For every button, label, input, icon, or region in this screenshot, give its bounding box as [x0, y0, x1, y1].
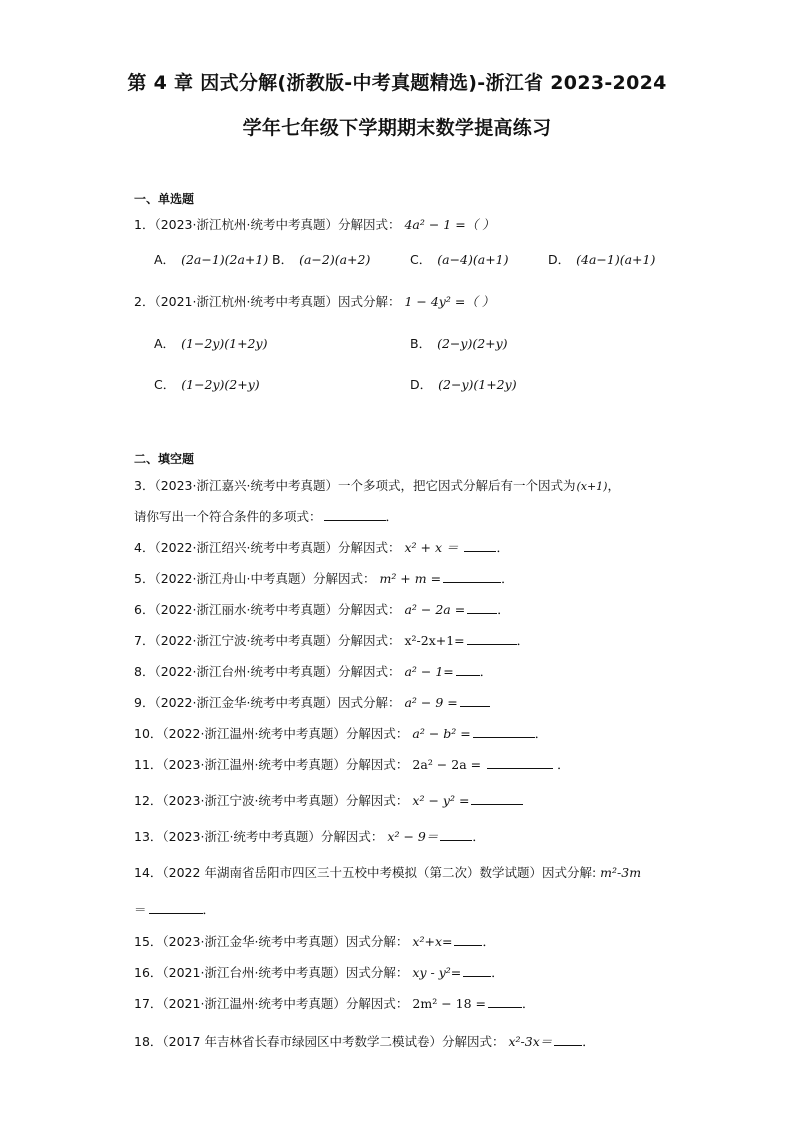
answer-blank[interactable] [456, 663, 480, 676]
question-3-stem: 3．（2023·浙江嘉兴·统考中考真题）一个多项式，把它因式分解后有一个因式为 [134, 478, 576, 493]
section-heading-fill-in: 二、填空题 [134, 452, 195, 466]
option-expression: (2a−1)(2a+1) [181, 252, 269, 267]
question-1-option-c[interactable] [410, 250, 509, 268]
question-end: ． [516, 633, 530, 648]
question-expression: x²-3x＝ [508, 1034, 553, 1049]
question-stem: 12．（2023·浙江宁波·统考中考真题）分解因式： [134, 793, 409, 808]
question-14-equals: ＝ [134, 902, 147, 917]
question-15 [134, 932, 495, 950]
question-2-option-d[interactable] [410, 375, 517, 393]
answer-blank[interactable] [460, 694, 490, 707]
option-letter: C． [410, 252, 432, 267]
option-expression: (a−4)(a+1) [437, 252, 509, 267]
question-expression: a² − 2a = [404, 602, 466, 617]
question-10 [134, 724, 547, 742]
question-1-option-d[interactable] [548, 250, 655, 268]
question-5 [134, 569, 514, 587]
section-heading-single-choice: 一、单选题 [134, 192, 195, 206]
question-14-expression: m²-3m [600, 865, 642, 880]
question-1-expression: 4a² − 1 =（ ） [404, 217, 495, 232]
question-end: ． [491, 965, 504, 980]
question-stem: 17．（2021·浙江温州·统考中考真题）分解因式： [134, 996, 409, 1011]
question-end: ． [479, 664, 493, 679]
question-2-stem: 2．（2021·浙江杭州·统考中考真题）因式分解： [134, 294, 401, 309]
question-3-punct: ， [607, 478, 620, 493]
option-expression: (a−2)(a+2) [299, 252, 371, 267]
answer-blank[interactable] [473, 725, 535, 738]
option-expression: (1−2y)(2+y) [181, 377, 260, 392]
question-end: ． [553, 757, 570, 772]
question-17 [134, 994, 535, 1012]
question-18 [134, 1032, 595, 1050]
question-1-option-a[interactable] [154, 250, 268, 268]
question-end: ． [482, 934, 495, 949]
question-16 [134, 963, 504, 981]
question-3 [134, 476, 620, 494]
question-stem: 7．（2022·浙江宁波·统考中考真题）分解因式： [134, 633, 401, 648]
question-end: ． [496, 540, 509, 555]
question-stem: 8．（2022·浙江台州·统考中考真题）分解因式： [134, 664, 401, 679]
answer-blank[interactable] [463, 964, 491, 977]
option-letter: B． [272, 252, 294, 267]
option-expression: (2−y)(1+2y) [438, 377, 517, 392]
option-letter: B． [410, 336, 432, 351]
question-12 [134, 791, 523, 809]
question-2-option-a[interactable] [154, 334, 267, 352]
question-14 [134, 863, 641, 881]
question-end: ． [501, 571, 514, 586]
document-title-line-2: 学年七年级下学期期末数学提高练习 [242, 117, 552, 139]
answer-blank[interactable] [488, 995, 522, 1008]
question-stem: 9．（2022·浙江金华·统考中考真题）因式分解： [134, 695, 401, 710]
answer-blank[interactable] [324, 508, 386, 521]
question-14-line-2 [134, 900, 215, 918]
question-stem: 15．（2023·浙江金华·统考中考真题）因式分解： [134, 934, 409, 949]
question-7 [134, 631, 529, 649]
question-stem: 6．（2022·浙江丽水·统考中考真题）分解因式： [134, 602, 401, 617]
question-stem: 18．（2017 年吉林省长春市绿园区中考数学二模试卷）分解因式： [134, 1034, 505, 1049]
answer-blank[interactable] [443, 570, 501, 583]
answer-blank[interactable] [487, 756, 553, 769]
question-2-option-c[interactable] [154, 375, 260, 393]
question-14-stem: 14．（2022 年湖南省岳阳市四区三十五校中考模拟（第二次）数学试题）因式分解: [134, 865, 597, 880]
question-expression: x² − y² = [412, 793, 470, 808]
question-expression: a² − 9 = [404, 695, 458, 710]
option-letter: A． [154, 336, 176, 351]
question-8 [134, 662, 492, 680]
question-stem: 13．（2023·浙江·统考中考真题）分解因式： [134, 829, 384, 844]
option-letter: D． [548, 252, 571, 267]
question-end: ． [522, 996, 535, 1011]
answer-blank[interactable] [464, 539, 496, 552]
question-6 [134, 600, 510, 618]
answer-blank[interactable] [467, 632, 517, 645]
question-9 [134, 693, 490, 711]
option-expression: (1−2y)(1+2y) [181, 336, 268, 351]
option-letter: A． [154, 252, 176, 267]
question-stem: 5．（2022·浙江舟山·中考真题）分解因式： [134, 571, 376, 586]
question-stem: 16．（2021·浙江台州·统考中考真题）因式分解： [134, 965, 409, 980]
question-3-expression: (x+1) [576, 480, 608, 493]
question-14-end: ． [202, 902, 216, 917]
question-1-stem: 1．（2023·浙江杭州·统考中考真题）分解因式： [134, 217, 401, 232]
question-expression: a² − b² = [412, 726, 471, 741]
document-title-line-1: 第 4 章 因式分解(浙教版-中考真题精选)-浙江省 2023-2024 [127, 72, 667, 94]
question-end: ． [534, 726, 548, 741]
question-2-expression: 1 − 4y² =（ ） [404, 294, 495, 309]
answer-blank[interactable] [467, 601, 497, 614]
question-3-end: ． [385, 509, 399, 524]
answer-blank[interactable] [440, 828, 472, 841]
option-expression: (4a−1)(a+1) [576, 252, 656, 267]
answer-blank[interactable] [471, 792, 523, 805]
question-4 [134, 538, 509, 556]
question-expression: 2m² − 18 = [412, 996, 487, 1011]
question-11 [134, 755, 570, 773]
answer-blank[interactable] [554, 1033, 582, 1046]
question-expression: xy - y²= [412, 965, 462, 980]
question-expression: 2a² − 2a = [412, 757, 482, 772]
option-letter: D． [410, 377, 433, 392]
question-end: ． [497, 602, 510, 617]
question-expression: a² − 1= [404, 664, 454, 679]
question-stem: 11．（2023·浙江温州·统考中考真题）分解因式： [134, 757, 409, 772]
option-expression: (2−y)(2+y) [437, 336, 508, 351]
answer-blank[interactable] [454, 933, 482, 946]
question-1 [134, 215, 495, 233]
question-3-line-2 [134, 507, 398, 525]
answer-blank[interactable] [149, 901, 203, 914]
question-expression: x² + x ＝ [404, 540, 459, 555]
question-1-option-b[interactable] [272, 250, 370, 268]
option-letter: C． [154, 377, 176, 392]
question-expression: x² − 9＝ [387, 829, 439, 844]
question-2-option-b[interactable] [410, 334, 508, 352]
question-end: ． [472, 829, 485, 844]
question-3-prompt: 请你写出一个符合条件的多项式： [134, 509, 322, 524]
question-expression: x²+x= [412, 934, 453, 949]
question-stem: 4．（2022·浙江绍兴·统考中考真题）分解因式： [134, 540, 401, 555]
question-2 [134, 292, 494, 310]
question-expression: m² + m = [379, 571, 442, 586]
question-stem: 10．（2022·浙江温州·统考中考真题）分解因式： [134, 726, 409, 741]
question-13 [134, 827, 485, 845]
question-expression: x²-2x+1= [404, 633, 465, 648]
question-end: ． [582, 1034, 595, 1049]
